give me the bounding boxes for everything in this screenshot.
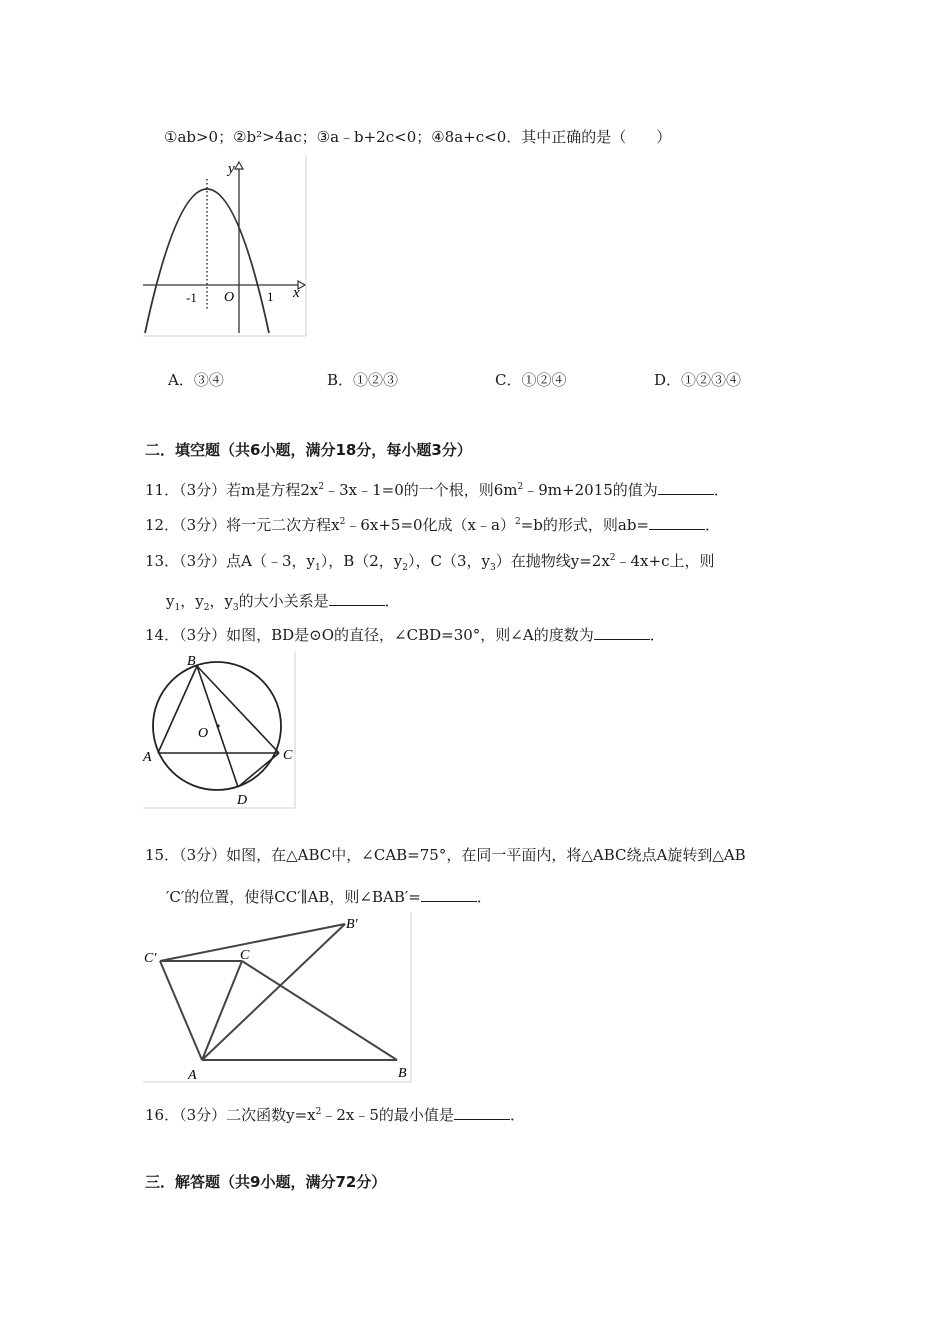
q10-conditions: ①ab>0；②b²>4ac；③a﹣b+2c<0；④8a+c<0．其中正确的是（ ） [164,128,672,146]
y-axis-arrow-icon [235,162,243,169]
segment-cd [238,753,279,787]
q15-line1: 15．（3分）如图，在△ABC中，∠CAB=75°，在同一平面内，将△ABC绕点A旋转到△AB [145,846,746,864]
q15-line2: ′C′的位置，使得CC′∥AB，则∠BAB′= ． [166,888,492,906]
segment-c1-b1 [160,924,345,961]
y-axis-label: y [228,161,235,177]
label-b-prime: B′ [346,917,358,932]
label-b: B [398,1066,407,1081]
q11-answer-blank[interactable] [658,480,714,495]
q10-option-d: D．①②③④ [654,371,742,389]
q10-option-c: C．①②④ [495,371,567,389]
q10-option-b: B．①②③ [327,371,399,389]
q12-text: 12．（3分）将一元二次方程$x^2﹣6x+5=0$化成（x﹣a）$^2$=b的形式，则ab= ． [145,516,721,534]
segment-c-b [242,961,397,1060]
label-d: D [237,793,248,808]
q16-text: 16．（3分）二次函数$y=x^2﹣2x﹣5$的最小值是 ． [145,1106,525,1124]
center-point [216,724,219,727]
q14-answer-blank[interactable] [594,625,650,640]
label-c: C [283,748,293,763]
label-o: O [198,726,209,741]
label-b: B [187,654,196,669]
label-a: A [143,750,152,765]
q10-option-a: A．③④ [168,371,224,389]
q13-answer-blank[interactable] [329,591,385,606]
tick-minus-one: -1 [186,290,197,305]
segment-a-c [202,961,242,1060]
segment-bc [197,666,279,753]
label-c-prime: C′ [144,951,157,966]
segment-a-b1 [202,924,345,1060]
q16-answer-blank[interactable] [454,1105,510,1120]
q10-parabola-figure [140,155,310,340]
q13-line1: 13．（3分）点A（﹣3，$y_1$），B（2，$y_2$），C（3，$y_3$）在抛物线$y=2x^2﹣4x+c$上，则 [145,552,715,573]
section2-title: 二．填空题（共6小题，满分18分，每小题3分） [145,441,472,459]
q11-text: 11．（3分）若m是方程$2x^2﹣3x﹣1=0$的一个根，则$6m^2﹣9m+2015$的值为 ． [145,481,729,499]
q15-answer-blank[interactable] [421,887,477,902]
x-axis-label: x [293,285,300,301]
segment-c1-a [160,961,202,1060]
q13-line2: $y_1$，$y_2$，$y_3$的大小关系是 ． [166,592,400,613]
label-c: C [240,948,250,963]
segment-ab [158,666,197,753]
section3-title: 三．解答题（共9小题，满分72分） [145,1173,387,1191]
tick-one: 1 [267,289,274,304]
q14-text: 14．（3分）如图，BD是⊙O的直径，∠CBD=30°，则∠A的度数为 ． [145,626,665,644]
label-a: A [188,1068,197,1083]
origin-label: O [224,290,235,305]
q12-answer-blank[interactable] [649,515,705,530]
q15-rotation-figure [140,912,415,1084]
parabola-curve [145,189,269,333]
q14-circle-figure [140,652,300,812]
